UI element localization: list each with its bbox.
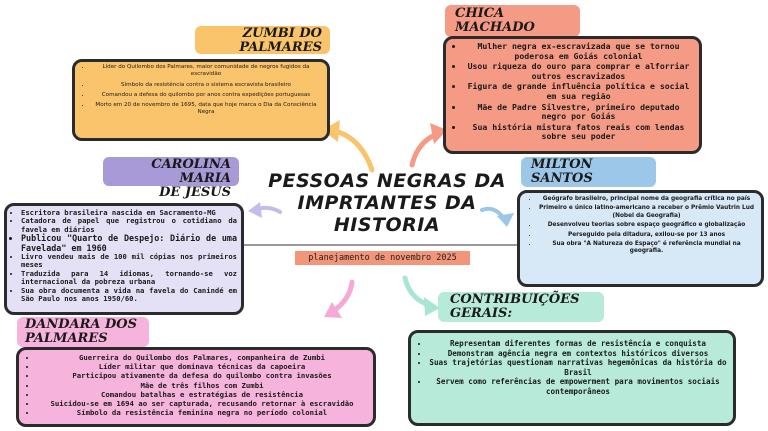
dandara-title [17,317,149,347]
chica-title-line-2: MACHADO [455,20,535,35]
date-tag: planejamento de novembro 2025 [295,251,470,265]
dandara-item: • Símbolo da resistência feminina negra no período colonial [37,408,367,417]
chica-item: • Sua história mistura fatos reais com lendas sobre seu poder [464,123,693,142]
dandara-item: • Comandou batalhas e estratégias de resistência [37,390,367,399]
contribuicoes-item: • Representam diferentes formas de resistência e conquista [429,339,727,349]
zumbi-title-line-2: PALMARES [239,40,322,55]
contribuicoes-item: • Demonstram agência negra em contextos históricos diversos [429,349,727,359]
milton-item: • Geógrafo brasileiro, principal nome da geografia crítica no país [538,196,755,203]
chica-title [445,5,580,37]
dandara-item: • Mãe de três filhos com Zumbi [37,381,367,390]
contribuicoes-title [438,292,604,322]
contribuicoes-box [408,330,736,426]
chica-item: • Figura de grande influência política e social em sua região [464,82,693,101]
zumbi-title-line-1: ZUMBI DO [242,26,322,41]
main-title-line-1: PESSOAS NEGRAS DA [268,170,506,192]
carolina-box [4,203,244,315]
chica-item: • Mãe de Padre Silvestre, primeiro deputado negro por Goiás [464,103,693,122]
zumbi-box [72,59,330,141]
dandara-title-line-2: PALMARES [25,331,108,346]
zumbi-item: • Líder do Quilombo dos Palmares, maior comunidade de negros fugidos da escravidão [91,64,321,79]
milton-box [517,190,764,287]
carolina-item: • Catadora de papel que registrou o cotidiano da favela em diários [21,217,237,234]
carolina-item: • Publicou "Quarto de Despejo: Diário de uma Favelada" em 1960 [21,234,237,253]
dandara-box [16,347,376,427]
chica-item: • Usou riqueza do ouro para comprar e alforriar outros escravizados [464,62,693,81]
carolina-title-line-2: DE JESUS [159,185,231,200]
main-title-line-2: IMPRTANTES DA [297,192,477,214]
main-title [262,170,512,236]
carolina-item: • Escritora brasileira nascida em Sacramento-MG [21,209,237,217]
dandara-item: • Guerreira do Quilombo dos Palmares, companheira de Zumbi [37,353,367,362]
zumbi-item: • Comandou a defesa do quilombo por anos contra expedições portuguesas [91,92,321,99]
milton-item: • Sua obra "A Natureza do Espaço" é referência mundial na geografia. [538,241,755,256]
chica-item: • Mulher negra ex-escravizada que se tornou poderosa em Goiás colonial [464,42,693,61]
chica-box [443,36,702,154]
dandara-title-line-1: DANDARA DOS [25,317,138,332]
zumbi-item: • Morto em 20 de novembro de 1695, data que hoje marca o Dia da Consciência Negra [91,102,321,117]
milton-title [521,157,656,187]
milton-title-line-1: MILTON [531,157,593,172]
dandara-item: • Suicidou-se em 1694 ao ser capturada, recusando retornar à escravidão [37,399,367,408]
carolina-item: • Traduzida para 14 idiomas, tornando-se voz internacional da pobreza urbana [21,270,237,287]
carolina-title [103,157,239,200]
milton-item: • Primeiro e único latino-americano a receber o Prêmio Vautrin Lud (Nobel da Geografia) [538,205,755,220]
milton-item: • Perseguido pela ditadura, exilou-se por 13 anos [538,232,755,239]
dandara-item: • Participou ativamente da defesa do quilombo contra invasões [37,371,367,380]
zumbi-title [195,26,330,54]
carolina-title-line-1: CAROLINA MARIA [151,157,231,186]
dandara-item: • Líder militar que dominava técnicas da capoeira [37,362,367,371]
chica-title-line-1: CHICA [455,6,505,21]
milton-title-line-2: SANTOS [531,171,593,186]
milton-item: • Desenvolveu teorias sobre espaço geográfico e globalização [538,222,755,229]
contribuicoes-title-line-2: GERAIS: [450,306,513,321]
contribuicoes-item: • Suas trajetórias questionam narrativas hegemônicas da história do Brasil [429,358,727,377]
carolina-item: • Sua obra documenta a vida na favela do Canindé em São Paulo nos anos 1950/60. [21,287,237,304]
arrow-carolina-head [248,202,262,218]
contribuicoes-title-line-1: CONTRIBUIÇÕES [450,292,580,307]
main-title-line-3: HISTORIA [333,214,441,236]
zumbi-item: • Símbolo da resistência contra o sistema escravista brasileiro [91,82,321,89]
carolina-item: • Livro vendeu mais de 100 mil cópias nos primeiros meses [21,253,237,270]
contribuicoes-item: • Servem como referências de empowerment para movimentos sociais contemporâneos [429,377,727,396]
